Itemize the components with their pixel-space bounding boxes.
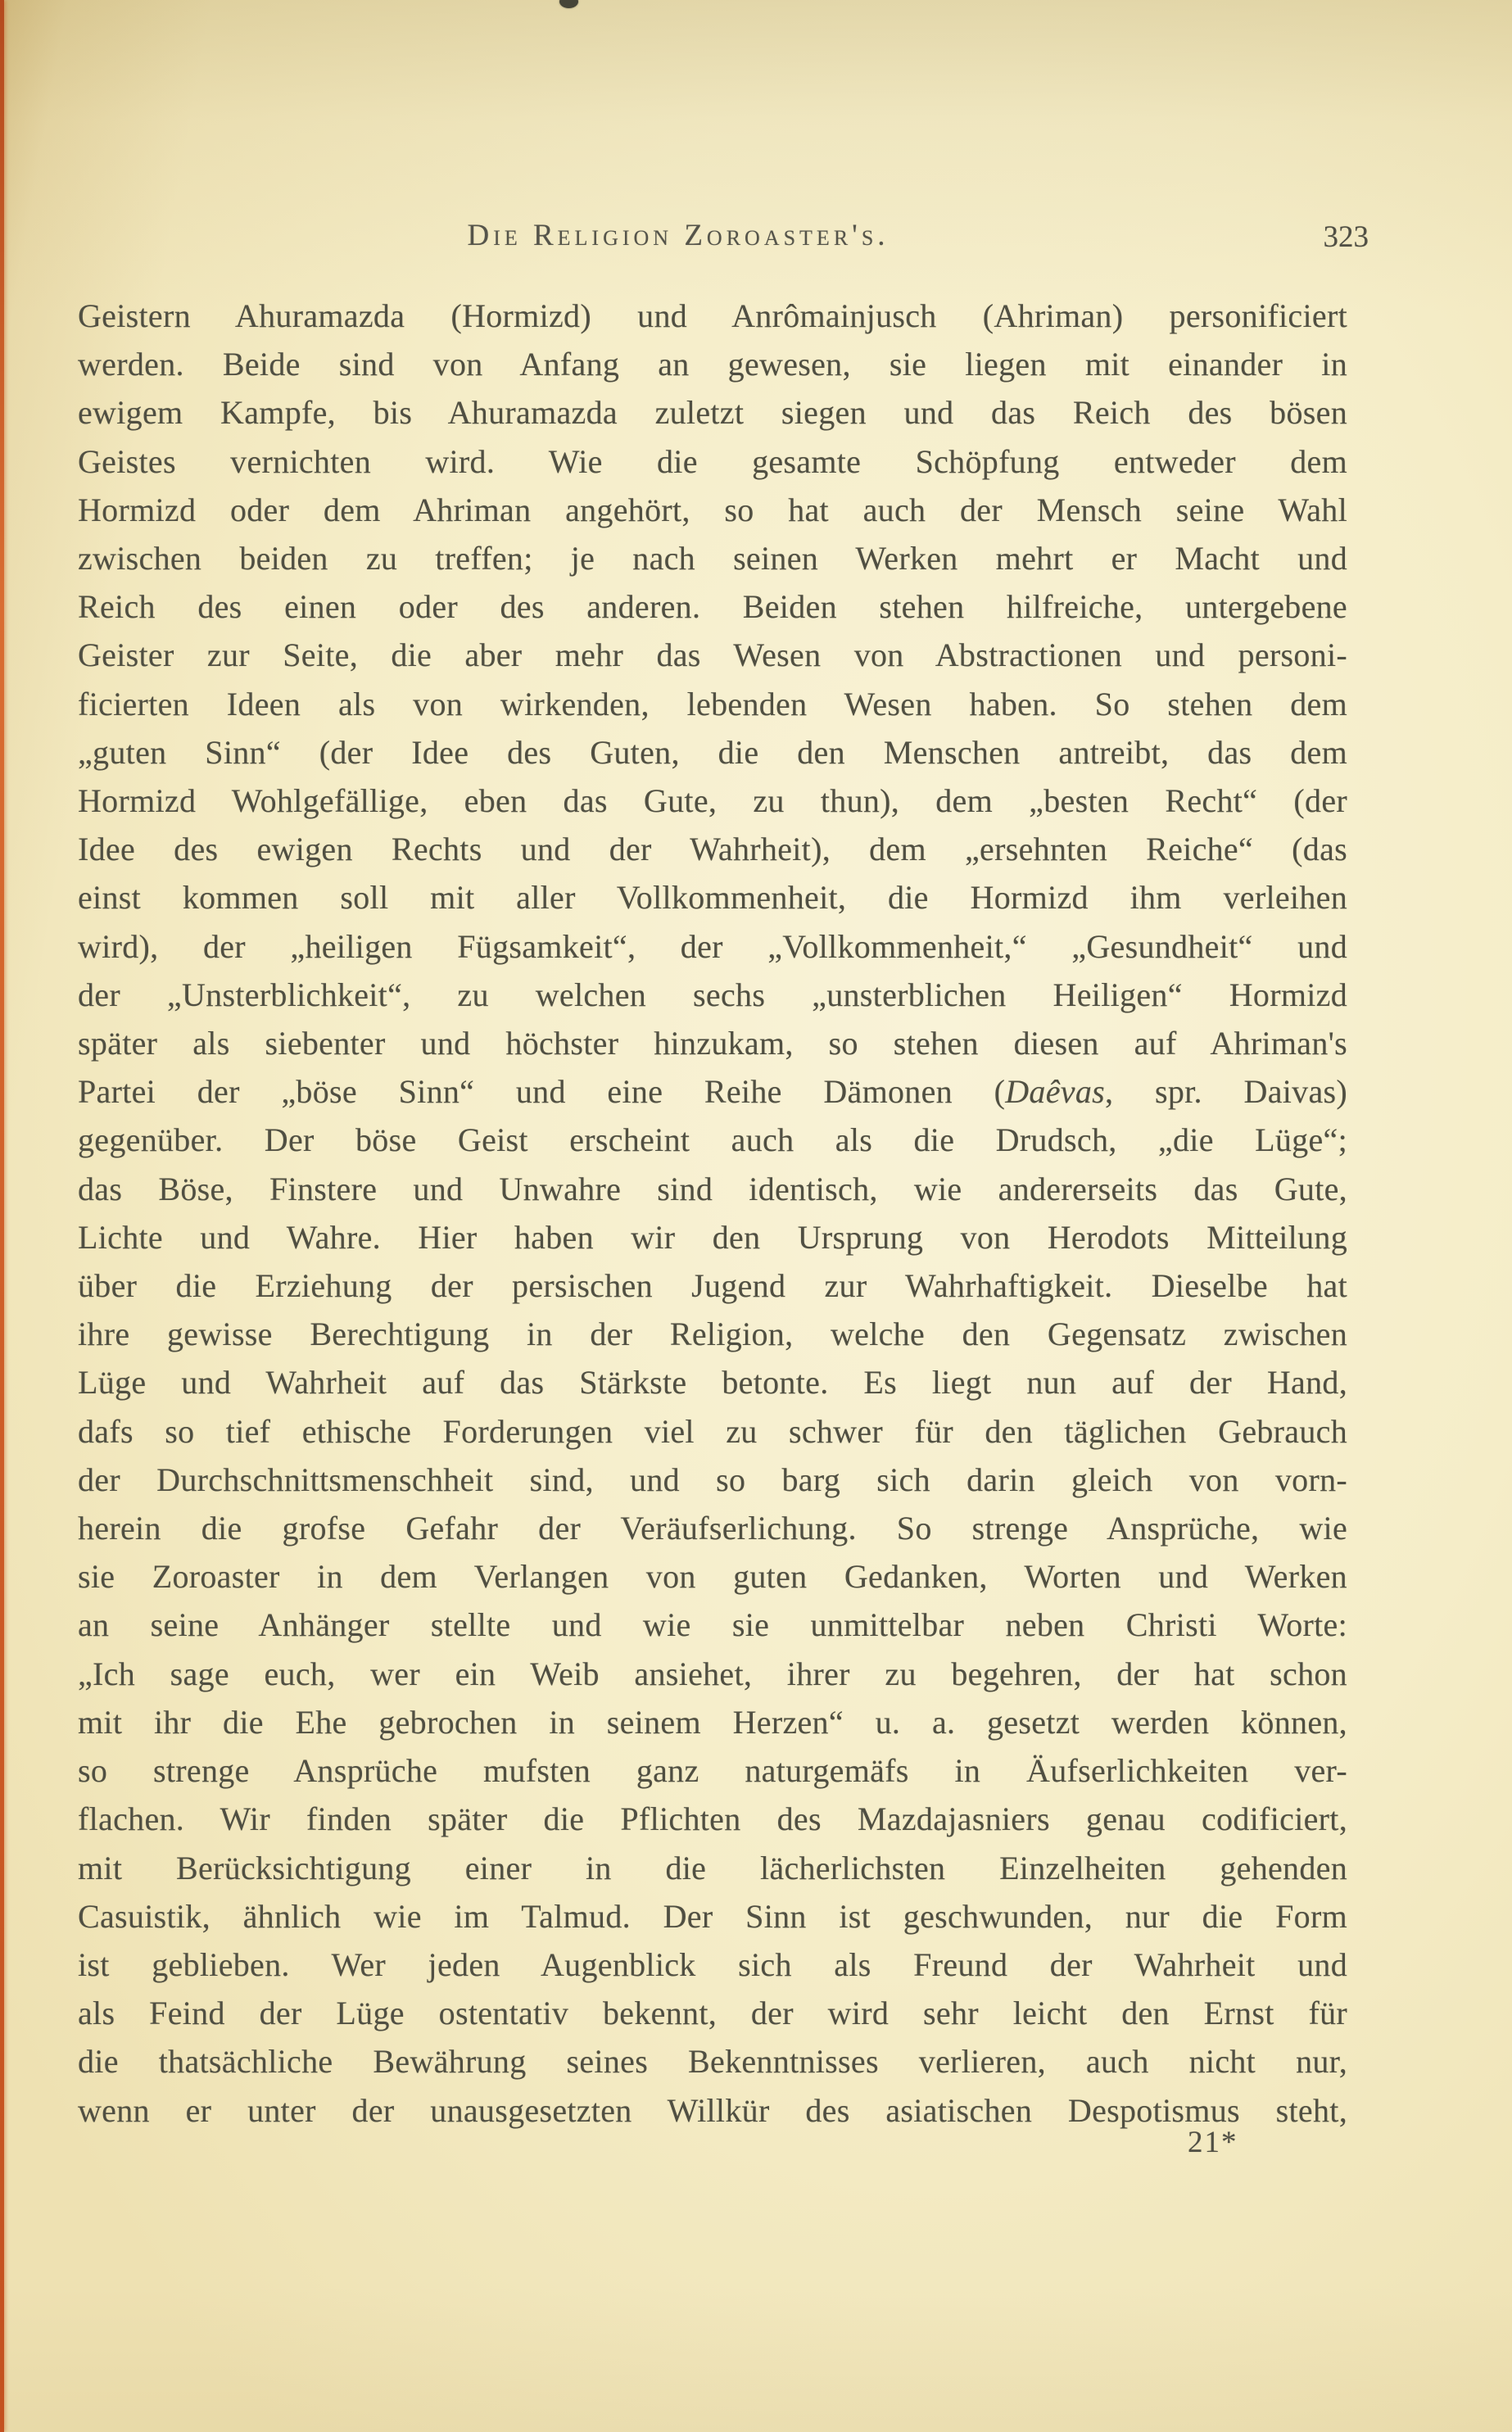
body-line-text: Idee des ewigen Rechts und der Wahrheit), dem „ersehnten Reiche“ (das — [78, 831, 1347, 868]
body-line-text: später als siebenter und höchster hinzukam, so stehen diesen auf Ahriman's — [78, 1025, 1347, 1062]
body-line-text: der Durchschnittsmenschheit sind, und so barg sich darin gleich von vorn- — [78, 1461, 1347, 1498]
page-sheet — [78, 0, 1369, 2432]
body-line — [78, 1795, 1347, 1843]
body-line-text: ficierten Ideen als von wirkenden, lebenden Wesen haben. So stehen dem — [78, 685, 1347, 722]
body-line-text: Hormizd Wohlgefällige, eben das Gute, zu thun), dem „besten Recht“ (der — [78, 782, 1347, 820]
body-line-text: „guten Sinn“ (der Idee des Guten, die den Menschen antreibt, das dem — [78, 733, 1347, 771]
body-line — [78, 1941, 1347, 1989]
body-line-text: ihre gewisse Berechtigung in der Religion, welche den Gegensatz zwischen — [78, 1316, 1347, 1353]
body-line — [78, 1650, 1347, 1698]
italic-term: Daêvas — [1005, 1073, 1106, 1111]
body-line-text: herein die grofse Gefahr der Veräufserlichung. So strenge Ansprüche, wie — [78, 1510, 1347, 1547]
body-line — [78, 971, 1347, 1019]
body-line — [78, 2037, 1347, 2086]
body-line-text: Casuistik, ähnlich wie im Talmud. Der Sinn ist geschwunden, nur die Form — [78, 1897, 1347, 1935]
body-line-text: gegenüber. Der böse Geist erscheint auch als die Drudsch, „die Lüge“; — [78, 1121, 1347, 1159]
body-line-text: mit Berücksichtigung einer in die lächerlichsten Einzelheiten gehenden — [78, 1849, 1347, 1886]
body-line-text: der „Unsterblichkeit“, zu welchen sechs „unsterblichen Heiligen“ Hormizd — [78, 976, 1347, 1013]
body-line-text: Geistes vernichten wird. Wie die gesamte Schöpfung entweder dem — [78, 442, 1347, 480]
page-number: 323 — [1323, 220, 1369, 254]
body-line-text: Reich des einen oder des anderen. Beiden stehen hilfreiche, untergebene — [78, 588, 1347, 626]
body-line-text: wenn er unter der unausgesetzten Willkür des asiatischen Despotismus steht, — [78, 2091, 1347, 2129]
body-line — [78, 1261, 1347, 1310]
body-line — [78, 777, 1347, 825]
body-line — [78, 437, 1347, 486]
body-line — [78, 1698, 1347, 1746]
body-line-text: flachen. Wir finden später die Pflichten des Mazdajasniers genau codificiert, — [78, 1800, 1347, 1838]
body-line-text: ist geblieben. Wer jeden Augenblick sich als Freund der Wahrheit und — [78, 1945, 1347, 1983]
body-line — [78, 1989, 1347, 2037]
page-title: Die Religion Zoroaster's. — [467, 219, 890, 252]
body-line — [78, 1844, 1347, 1892]
body-line — [78, 922, 1347, 971]
body-line — [78, 1504, 1347, 1552]
body-line-text: das Böse, Finstere und Unwahre sind identisch, wie andererseits das Gute, — [78, 1170, 1347, 1207]
body-line — [78, 1213, 1347, 1261]
body-line-text: einst kommen soll mit aller Vollkommenheit, die Hormizd ihm verleihen — [78, 879, 1347, 917]
body-line — [78, 1165, 1347, 1213]
body-line — [78, 1601, 1347, 1649]
signature-mark: 21* — [1188, 2126, 1238, 2159]
body-line-text: wird), der „heiligen Fügsamkeit“, der „Vollkommenheit,“ „Gesundheit“ und — [78, 927, 1347, 965]
body-line — [78, 631, 1347, 679]
body-line — [78, 1310, 1347, 1358]
body-line — [78, 1067, 1347, 1116]
body-line-text: „Ich sage euch, wer ein Weib ansiehet, ihrer zu begehren, der hat schon — [78, 1655, 1347, 1692]
body-line — [78, 873, 1347, 922]
body-line — [78, 728, 1347, 777]
body-line-text: Geistern Ahuramazda (Hormizd) und Anrômainjusch (Ahriman) personificiert — [78, 297, 1347, 334]
body-line-text: als Feind der Lüge ostentativ bekennt, der wird sehr leicht den Ernst für — [78, 1995, 1347, 2032]
body-text — [78, 292, 1347, 2135]
body-line — [78, 292, 1347, 340]
body-line — [78, 582, 1347, 631]
body-line-text: so strenge Ansprüche mufsten ganz naturgemäfs in Äufserlichkeiten ver- — [78, 1752, 1347, 1790]
body-line-text: , spr. Daivas) — [1105, 1073, 1347, 1111]
body-line — [78, 1358, 1347, 1406]
body-line-text: Hormizd oder dem Ahriman angehört, so hat auch der Mensch seine Wahl — [78, 491, 1347, 528]
body-line — [78, 1407, 1347, 1456]
body-line-text: werden. Beide sind von Anfang an gewesen, sie liegen mit einander in — [78, 346, 1347, 383]
body-line — [78, 1019, 1347, 1067]
body-line — [78, 2086, 1347, 2135]
body-line-text: mit ihr die Ehe gebrochen in seinem Herzen“ u. a. gesetzt werden können, — [78, 1703, 1347, 1741]
body-line-text: dafs so tief ethische Forderungen viel zu schwer für den täglichen Gebrauch — [78, 1412, 1347, 1450]
body-line-text: ewigem Kampfe, bis Ahuramazda zuletzt siegen und das Reich des bösen — [78, 394, 1347, 432]
body-line — [78, 486, 1347, 534]
body-line — [78, 340, 1347, 388]
body-line-text: zwischen beiden zu treffen; je nach seinen Werken mehrt er Macht und — [78, 540, 1347, 577]
body-line-text: an seine Anhänger stellte und wie sie unmittelbar neben Christi Worte: — [78, 1606, 1347, 1644]
body-line-text: Geister zur Seite, die aber mehr das Wesen von Abstractionen und personi- — [78, 636, 1347, 674]
body-line — [78, 1746, 1347, 1795]
body-line-text: über die Erziehung der persischen Jugend zur Wahrhaftigkeit. Dieselbe hat — [78, 1267, 1347, 1305]
body-line-text: Lichte und Wahre. Hier haben wir den Ursprung von Herodots Mitteilung — [78, 1218, 1347, 1256]
body-line — [78, 680, 1347, 728]
body-line — [78, 534, 1347, 582]
body-line — [78, 825, 1347, 873]
body-line-text: die thatsächliche Bewährung seines Bekenntnisses verlieren, auch nicht nur, — [78, 2043, 1347, 2081]
body-line-text: Lüge und Wahrheit auf das Stärkste betonte. Es liegt nun auf der Hand, — [78, 1364, 1347, 1402]
book-edge — [0, 0, 4, 2432]
body-line-text: sie Zoroaster in dem Verlangen von guten Gedanken, Worten und Werken — [78, 1558, 1347, 1596]
body-line — [78, 1552, 1347, 1601]
body-line — [78, 1892, 1347, 1941]
body-line — [78, 388, 1347, 437]
running-head — [78, 218, 1369, 259]
body-line — [78, 1116, 1347, 1164]
body-line — [78, 1456, 1347, 1504]
body-line-text: Partei der „böse Sinn“ und eine Reihe Dämonen ( — [78, 1073, 1006, 1111]
